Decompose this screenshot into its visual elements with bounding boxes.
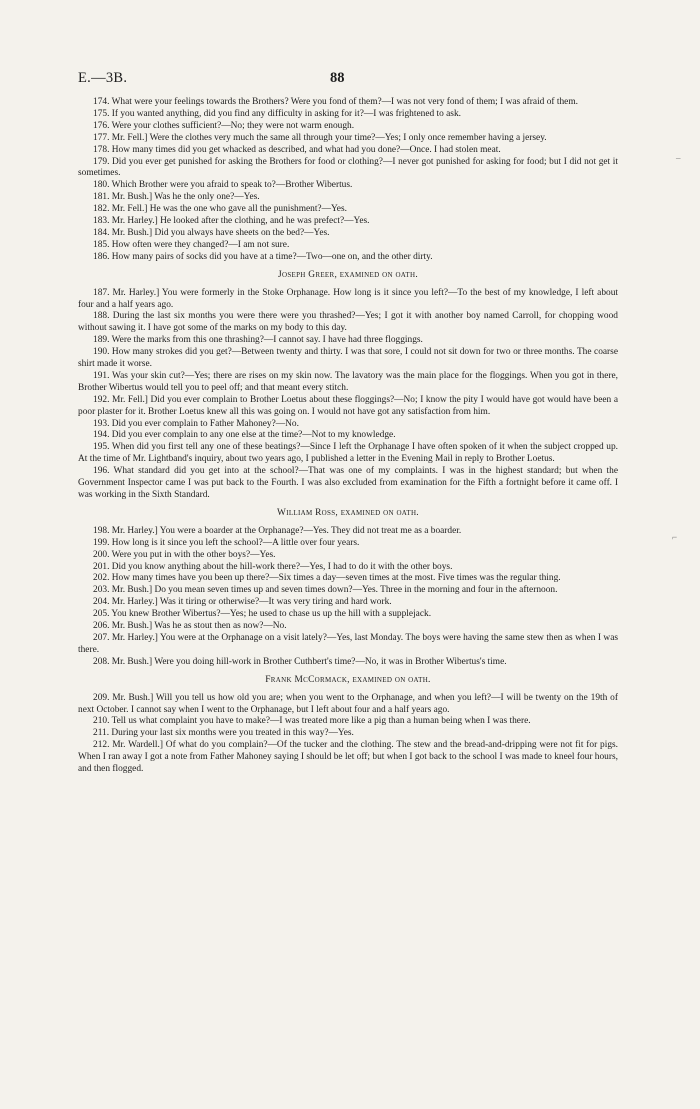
- testimony-paragraph: 203. Mr. Bush.] Do you mean seven times up and seven times down?—Yes. Three in the morning and four in the afternoon.: [93, 585, 558, 596]
- testimony-paragraph: 205. You knew Brother Wibertus?—Yes; he used to chase us up the hill with a supplejack.: [93, 609, 432, 620]
- testimony-paragraph: 185. How often were they changed?—I am not sure.: [93, 239, 290, 250]
- testimony-paragraph: 200. Were you put in with the other boys?—Yes.: [93, 549, 276, 560]
- testimony-paragraph: 204. Mr. Harley.] Was it tiring or otherwise?—It was very tiring and hard work.: [93, 597, 392, 608]
- testimony-paragraph: 194. Did you ever complain to any one else at the time?—Not to my knowledge.: [93, 430, 396, 441]
- page-header: [78, 70, 618, 88]
- document-body: [78, 97, 618, 776]
- witness-heading: Joseph Greer, examined on oath.: [278, 269, 418, 280]
- testimony-paragraph: 193. Did you ever complain to Father Mahoney?—No.: [93, 418, 299, 429]
- testimony-paragraph: 198. Mr. Harley.] You were a boarder at the Orphanage?—Yes. They did not treat me as a boarder.: [93, 525, 462, 536]
- testimony-paragraph: 206. Mr. Bush.] Was he as stout then as now?—No.: [93, 621, 287, 632]
- testimony-paragraph: 202. How many times have you been up there?—Six times a day—seven times at the most. Five times was the regular thing.: [93, 573, 561, 584]
- testimony-paragraph: 179. Did you ever get punished for asking the Brothers for food or clothing?—I never got punished for asking for food; but I did not get it sometimes.: [78, 156, 618, 179]
- testimony-paragraph: 182. Mr. Fell.] He was the one who gave all the punishment?—Yes.: [93, 204, 347, 215]
- testimony-paragraph: 212. Mr. Wardell.] Of what do you complain?—Of the tucker and the clothing. The stew and the bread-and-dripping were not fit for pigs. When I ran away I got a note from Father Mahoney saying I should be let off; but when I got back to the school I was made to kneel four hours, and then flogged.: [78, 740, 618, 775]
- testimony-paragraph: 184. Mr. Bush.] Did you always have sheets on the bed?—Yes.: [93, 227, 330, 238]
- testimony-paragraph: 199. How long is it since you left the school?—A little over four years.: [93, 537, 360, 548]
- testimony-paragraph: 189. Were the marks from this one thrashing?—I cannot say. I have had three floggings.: [93, 335, 423, 346]
- document-reference: E.—3B.: [78, 70, 128, 86]
- testimony-paragraph: 186. How many pairs of socks did you have at a time?—Two—one on, and the other dirty.: [93, 251, 433, 262]
- testimony-paragraph: 192. Mr. Fell.] Did you ever complain to Brother Loetus about these floggings?—No; I know the pity I would have got would have been a poor plaster for it. Brother Loetus knew all this was going on. I would not have got any satisfaction from him.: [78, 394, 618, 417]
- witness-heading: William Ross, examined on oath.: [277, 507, 419, 518]
- testimony-paragraph: 180. Which Brother were you afraid to speak to?—Brother Wibertus.: [93, 180, 353, 191]
- testimony-paragraph: 191. Was your skin cut?—Yes; there are rises on my skin now. The lavatory was the main place for the floggings. When you got in there, Brother Wibertus would tell you to peel off; and that meant every stitch.: [78, 370, 618, 393]
- margin-mark: ⌐: [672, 532, 678, 542]
- testimony-paragraph: 187. Mr. Harley.] You were formerly in the Stoke Orphanage. How long is it since you left?—To the best of my knowledge, I left about four and a half years ago.: [78, 287, 618, 310]
- testimony-paragraph: 208. Mr. Bush.] Were you doing hill-work in Brother Cuthbert's time?—No, it was in Brother Wibertus's time.: [93, 656, 507, 667]
- page-number: 88: [330, 70, 345, 86]
- testimony-paragraph: 195. When did you first tell any one of these beatings?—Since I left the Orphanage I have often spoken of it when the subject cropped up. At the time of Mr. Lightband's inquiry, about two years ago, I published a letter in the Evening Mail in reply to Brother Loetus.: [78, 442, 618, 465]
- testimony-paragraph: 177. Mr. Fell.] Were the clothes very much the same all through your time?—Yes; I only once remember having a jersey.: [93, 132, 547, 143]
- testimony-paragraph: 190. How many strokes did you get?—Between twenty and thirty. I was that sore, I could not sit down for two or three months. The coarse shirt made it worse.: [78, 347, 618, 370]
- testimony-paragraph: 207. Mr. Harley.] You were at the Orphanage on a visit lately?—Yes, last Monday. The boys were having the same stew then as when I was there.: [78, 632, 618, 655]
- testimony-paragraph: 181. Mr. Bush.] Was he the only one?—Yes.: [93, 192, 260, 203]
- testimony-paragraph: 176. Were your clothes sufficient?—No; they were not warm enough.: [93, 120, 355, 131]
- testimony-paragraph: 201. Did you know anything about the hill-work there?—Yes, I had to do it with the other boys.: [93, 561, 453, 572]
- witness-heading: Frank McCormack, examined on oath.: [265, 674, 431, 685]
- testimony-paragraph: 210. Tell us what complaint you have to make?—I was treated more like a pig than a human being when I was there.: [93, 716, 531, 727]
- testimony-paragraph: 174. What were your feelings towards the Brothers? Were you fond of them?—I was not very fond of them; I was afraid of them.: [93, 97, 578, 107]
- margin-mark: –: [676, 153, 681, 163]
- testimony-paragraph: 211. During your last six months were you treated in this way?—Yes.: [93, 728, 354, 739]
- testimony-paragraph: 209. Mr. Bush.] Will you tell us how old you are; when you went to the Orphanage, and when you left?—I will be twenty on the 19th of next October. I cannot say when I went to the Orphanage, but I left about four and a half years ago.: [78, 692, 618, 715]
- testimony-paragraph: 175. If you wanted anything, did you find any difficulty in asking for it?—I was frightened to ask.: [93, 108, 461, 119]
- testimony-paragraph: 188. During the last six months you were there were you thrashed?—Yes; I got it with another boy named Carroll, for chopping wood without sawing it. I have got some of the marks on my body to this day.: [78, 311, 618, 334]
- testimony-paragraph: 196. What standard did you get into at the school?—That was one of my complaints. I was in the highest standard; but when the Government Inspector came I was put back to the Fourth. I was also excluded from examination for the Fifth a fortnight before it came off. I was working in the Sixth Standard.: [78, 466, 618, 500]
- testimony-paragraph: 178. How many times did you get whacked as described, and what had you done?—Once. I had stolen meat.: [93, 144, 501, 155]
- testimony-paragraph: 183. Mr. Harley.] He looked after the clothing, and he was prefect?—Yes.: [93, 216, 370, 227]
